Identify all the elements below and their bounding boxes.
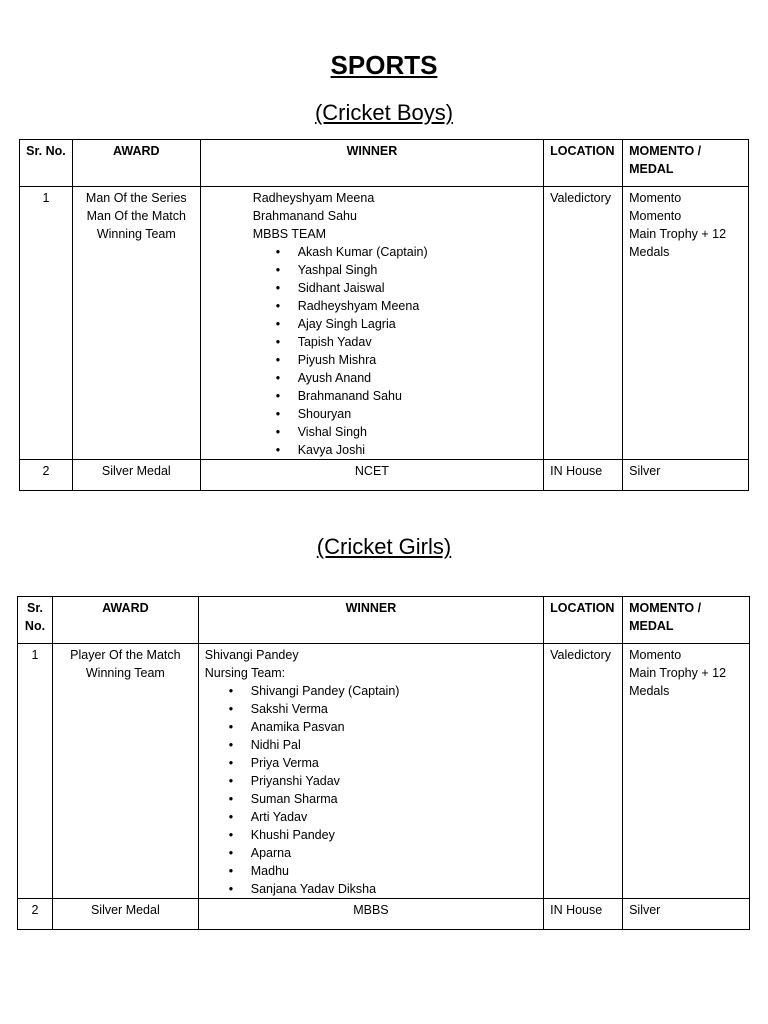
location-cell: IN House [544,460,623,491]
header-sr-no: Sr. No. [18,597,53,644]
winner-cell [200,187,543,460]
location-cell: IN House [544,899,623,930]
list-item: • Anamika Pasvan [251,718,537,736]
header-momento: MOMENTO / MEDAL [623,140,749,187]
list-item: • Arti Yadav [251,808,537,826]
winner-line: Shivangi Pandey [204,648,299,662]
award-line: Player Of the Match [70,648,181,662]
header-winner: WINNER [198,597,543,644]
cricket-boys-table [19,139,749,491]
sr-no-cell: 2 [20,460,73,491]
list-item: • Piyush Mishra [298,351,537,369]
list-item: • Sidhant Jaiswal [298,279,537,297]
award-cell [72,187,200,460]
list-item: • Vishal Singh [298,423,537,441]
winner-cell: NCET [200,460,543,491]
list-item: • Shivangi Pandey (Captain) [251,682,537,700]
sr-no-cell: 2 [18,899,53,930]
list-item: • Tapish Yadav [298,333,537,351]
list-item: • Ayush Anand [298,369,537,387]
sr-no-cell: 1 [18,644,53,899]
list-item: • Sakshi Verma [251,700,537,718]
award-cell: Silver Medal [72,460,200,491]
list-item: • Brahmanand Sahu [298,387,537,405]
list-item: • Priyanshi Yadav [251,772,537,790]
list-item: • Suman Sharma [251,790,537,808]
section-title-cricket-girls: (Cricket Girls) [316,534,452,559]
cricket-girls-table [17,596,750,930]
table-header-row [20,140,749,187]
momento-line: Main Trophy + 12 Medals [629,227,727,259]
momento-cell [623,644,750,899]
list-item: • Ajay Singh Lagria [298,315,537,333]
list-item: • Sanjana Yadav Diksha [251,880,537,898]
winner-line: Radheyshyam Meena [252,191,375,205]
header-momento: MOMENTO / MEDAL [623,597,750,644]
list-item: • Aparna [251,844,537,862]
header-location: LOCATION [544,597,623,644]
award-cell: Silver Medal [52,899,198,930]
table-row [18,644,750,899]
award-line: Man Of the Match [86,209,186,223]
list-item: • Radheyshyam Meena [298,297,537,315]
table-row [20,187,749,460]
momento-line: Momento [629,191,682,205]
header-location: LOCATION [544,140,623,187]
list-item: • Khushi Pandey [251,826,537,844]
header-award: AWARD [72,140,200,187]
award-cell [52,644,198,899]
header-winner: WINNER [200,140,543,187]
location-cell: Valedictory [544,187,623,460]
team-member-list [298,243,537,459]
sr-no-cell: 1 [20,187,73,460]
page-title: SPORTS [330,50,438,80]
list-item: • Yashpal Singh [298,261,537,279]
table-header-row [18,597,750,644]
list-item: • Nidhi Pal [251,736,537,754]
header-award: AWARD [52,597,198,644]
momento-line: Momento [629,648,682,662]
winner-cell: MBBS [198,899,543,930]
momento-cell: Silver [623,460,749,491]
award-line: Winning Team [96,227,176,241]
list-item: • Kavya Joshi [298,441,537,459]
location-cell: Valedictory [544,644,623,899]
list-item: • Madhu [251,862,537,880]
momento-line: Momento [629,209,682,223]
winner-line: MBBS TEAM [252,227,327,241]
table-row [18,899,750,930]
winner-line: Brahmanand Sahu [252,209,357,223]
list-item: • Priya Verma [251,754,537,772]
award-line: Winning Team [85,666,165,680]
list-item: • Akash Kumar (Captain) [298,243,537,261]
list-item: • Shouryan [298,405,537,423]
award-line: Man Of the Series [85,191,187,205]
header-sr-no: Sr. No. [20,140,73,187]
momento-cell [623,187,749,460]
momento-line: Main Trophy + 12 Medals [629,666,727,698]
momento-cell: Silver [623,899,750,930]
winner-line: Nursing Team: [204,666,286,680]
table-row [20,460,749,491]
winner-cell [198,644,543,899]
section-title-cricket-boys: (Cricket Boys) [314,100,454,125]
team-member-list [251,682,537,898]
